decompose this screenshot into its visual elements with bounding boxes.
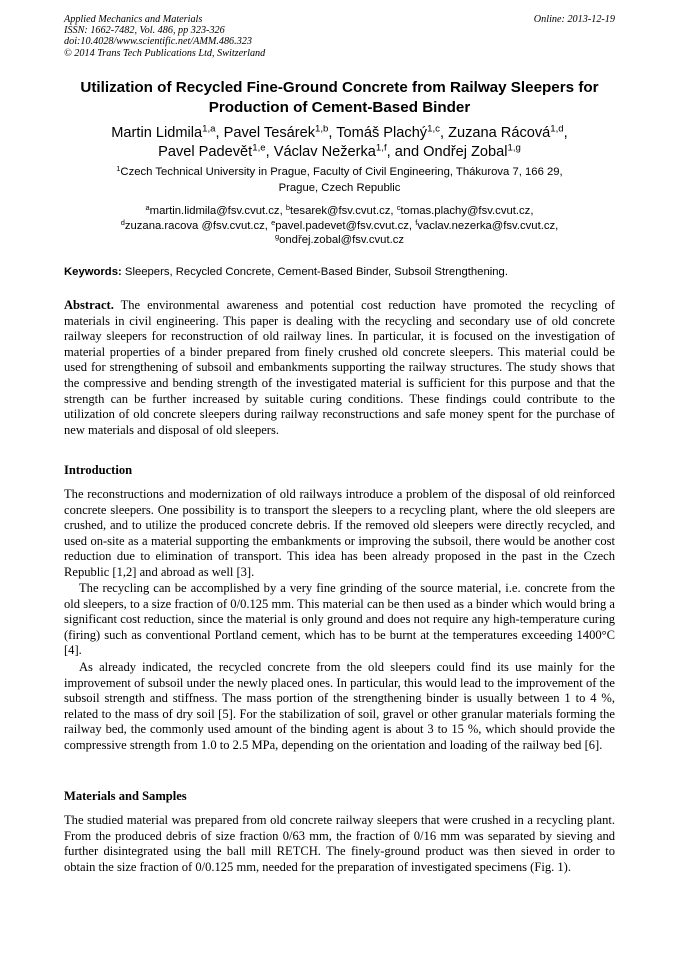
journal-name: Applied Mechanics and Materials [64,14,203,25]
keywords [64,265,615,280]
keywords-text: Sleepers, Recycled Concrete, Cement-Based Binder, Subsoil Strengthening. [121,266,508,278]
affiliation: $^1$Czech Technical University in Prague, Faculty of Civil Engineering, Thákurova 7, 166 29, Prague, Czech Republic [116,163,563,194]
introduction-paragraph: The recycling can be accomplished by a very fine grinding of the source material, i.e. concrete from the old sleepers, to a size fraction of 0/0.125 mm. This material can be then used as a binder which would bring a significant cost reduction, since the material is only ground and does not require any high-temperature curing (firing) such as conventional Portland cement, which has to be burnt at the temperatures exceeding 1400°C [4]. [64,581,615,658]
journal-issn: ISSN: 1662-7482, Vol. 486, pp 323-326 [64,25,225,37]
email-link[interactable]: $^f$vaclav.nezerka@fsv.cvut.cz, [415,217,559,232]
author: Tomáš Plachý$^{1,c}$ [336,123,440,141]
author: Zuzana Rácová$^{1,d}$ [448,123,564,141]
keywords-label: Keywords: [64,266,122,278]
section-heading-materials: Materials and Samples [64,789,187,803]
email-link[interactable]: $^b$tesarek@fsv.cvut.cz, [285,202,397,217]
abstract-text: The environmental awareness and potential cost reduction have promoted the recycling of materials in civil engineering. This paper is dealing with the recycling and secondary use of old concrete railway sleepers for reconstruction of old railway lines. In particular, it is focused on the investigation of material properties of a binder prepared from finely crushed old concrete sleepers. This material could be used for strengthening of subsoil and embankments supporting the railway structures. The study shows that the compressive and bending strength of the investigated material is sufficient for this purpose and that the strength can be further increased by suitable curing conditions. These findings could contribute to the utilization of old concrete sleepers during railway reconstructions and safe money spent for the purchase of new materials and disposal of old sleepers. [64,298,615,437]
section-heading-introduction: Introduction [64,463,133,477]
paper-title: Utilization of Recycled Fine-Ground Concrete from Railway Sleepers for Production of Cement-Based Binder [80,79,599,116]
email-list [64,204,615,248]
author: Pavel Tesárek$^{1,b}$ [223,123,329,141]
author: Martin Lidmila$^{1,a}$ [111,123,216,141]
abstract-label: Abstract. [64,298,114,312]
author: Ondřej Zobal$^{1,g}$ [423,142,521,160]
journal-doi: doi:10.4028/www.scientific.net/AMM.486.323 [64,36,252,48]
abstract [64,298,615,438]
author-list: Martin Lidmila$^{1,a}$, Pavel Tesárek$^{1,b}$, Tomáš Plachý$^{1,c}$, Zuzana Rácová$^{1,d}$, Pavel Padevět$^{1,e}$, Václav Nežerka$^{1,f}$, and Ondřej Zobal$^{1,g}$ [111,123,568,160]
author: Václav Nežerka$^{1,f}$ [273,142,387,160]
introduction-paragraph: As already indicated, the recycled concrete from the old sleepers could find its use mainly for the improvement of subsoil under the newly placed ones. In particular, this would lead to the improvement of the subsoil strength and stiffness. The mass portion of the strengthening binder is usually between 1 to 4 %, related to the mass of dry soil [5]. For the stabilization of soil, gravel or other granular materials forming the railway bed, the commonly used amount of the binding agent is about 3 to 15 %, which should provide the compressive strength from 1.0 to 2.5 MPa, depending on the orientation and loading of the railway bed [6]. [64,660,615,752]
email-link[interactable]: $^e$pavel.padevet@fsv.cvut.cz, [271,217,416,232]
journal-header [64,14,615,59]
email-link[interactable]: $^d$zuzana.racova @fsv.cvut.cz, [120,217,272,232]
online-date: Online: 2013-12-19 [533,14,615,25]
author: Pavel Padevět$^{1,e}$ [158,142,266,160]
journal-copyright: © 2014 Trans Tech Publications Ltd, Switzerland [64,47,266,59]
email-link[interactable]: $^a$martin.lidmila@fsv.cvut.cz, [145,202,286,217]
email-link[interactable]: $^g$ondřej.zobal@fsv.cvut.cz [274,231,405,246]
email-link[interactable]: $^c$tomas.plachy@fsv.cvut.cz, [396,202,534,217]
materials-paragraph: The studied material was prepared from old concrete railway sleepers that were crushed in a recycling plant. From the produced debris of size fraction 0/63 mm, the fraction of 0/16 mm was separated by sieving and further disintegrated using the ball mill RETCH. The finely-ground product was then sieved in order to obtain the size fraction of 0/0.125 mm, needed for the preparation of investigated specimens (Fig. 1). [64,813,615,874]
introduction-paragraph: The reconstructions and modernization of old railways introduce a problem of the disposal of old reinforced concrete sleepers. One possibility is to transport the sleepers to a recycling plant, where the old sleepers are crushed, and to utilize the produced concrete debris. If the removed old sleepers were directly recycled, and used on-site as a material supporting the embankments or improving the subsoil, there would be another cost reduction due to elimination of transport. This idea has been already proposed in the past in the Czech Republic [1,2] and abroad as well [3]. [64,487,615,579]
